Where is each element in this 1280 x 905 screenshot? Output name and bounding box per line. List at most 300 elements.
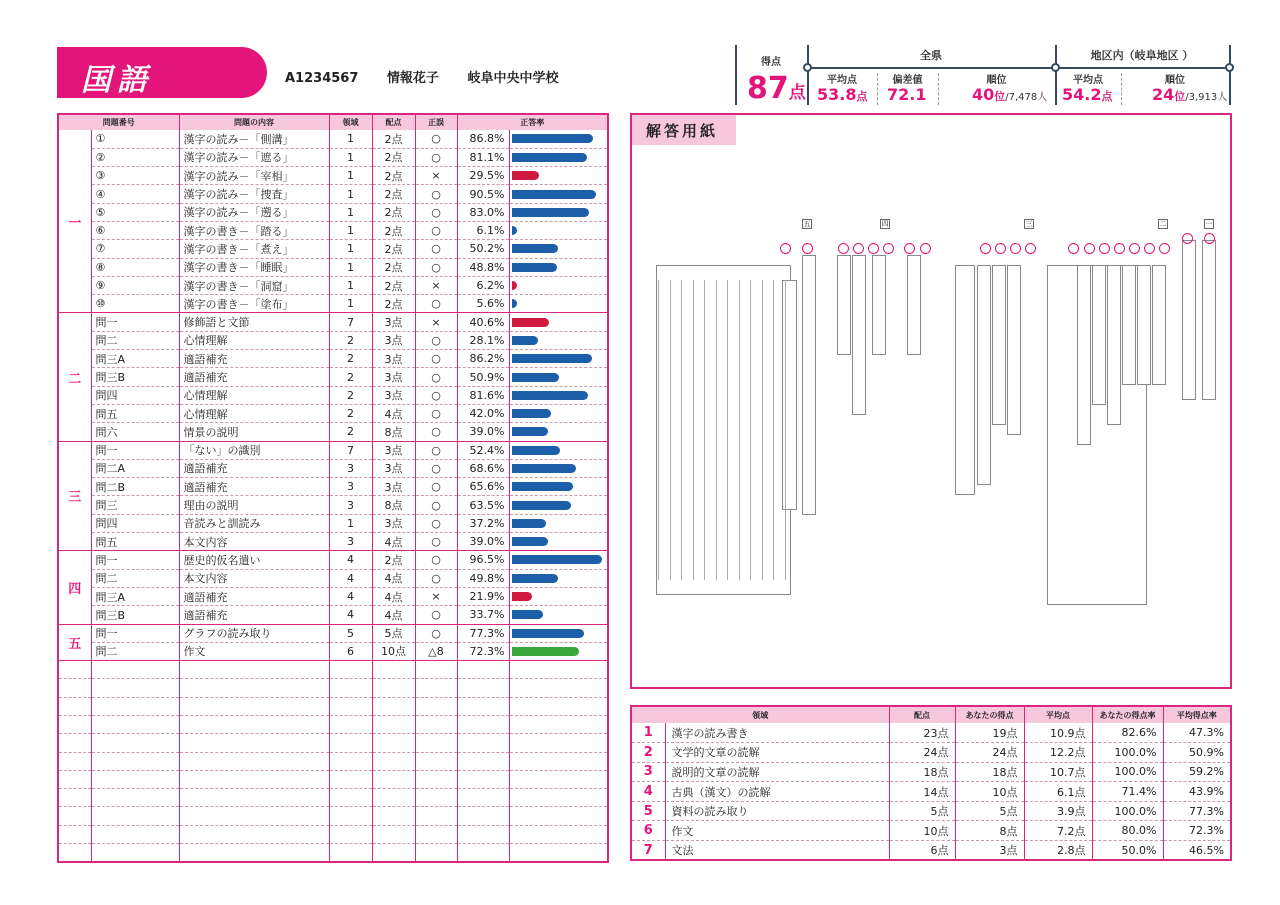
question-points: 10点 (372, 642, 415, 660)
question-number: 問四 (91, 514, 179, 532)
question-domain: 2 (329, 386, 372, 404)
domain-row (631, 743, 1231, 763)
domain-number: 1 (631, 723, 665, 743)
total-score: 87点 (747, 71, 806, 106)
question-domain: 3 (329, 478, 372, 496)
answer-box (1182, 240, 1196, 400)
domain-points: 6点 (889, 841, 955, 861)
dt-header-points: 配点 (889, 706, 955, 723)
question-domain: 6 (329, 642, 372, 660)
question-number: ① (91, 130, 179, 148)
domain-number: 6 (631, 821, 665, 841)
domain-name: 漢字の読み書き (665, 723, 889, 743)
question-content: 修飾語と文節 (179, 313, 329, 331)
question-rate: 29.5% (457, 167, 509, 185)
question-points: 4点 (372, 587, 415, 605)
mark-icon (853, 243, 864, 254)
grid-line (785, 280, 786, 580)
question-content: 漢字の読み－「捜査」 (179, 185, 329, 203)
student-id: A1234567 (285, 71, 359, 86)
table-row (58, 368, 608, 386)
question-result: ○ (415, 423, 457, 441)
question-result: ○ (415, 240, 457, 258)
question-result: ○ (415, 496, 457, 514)
question-number: 問二 (91, 331, 179, 349)
answer-sheet (630, 113, 1232, 689)
question-number: ③ (91, 167, 179, 185)
question-points: 4点 (372, 404, 415, 422)
table-row (58, 313, 608, 331)
table-row (58, 203, 608, 221)
your-rate: 50.0% (1092, 841, 1163, 861)
rate-bar-cell (509, 551, 608, 569)
answer-section-label: 五 (803, 220, 811, 228)
answer-box (955, 265, 975, 495)
question-rate: 37.2% (457, 514, 509, 532)
rate-bar (512, 629, 584, 638)
mark-icon (1144, 243, 1155, 254)
your-rate: 80.0% (1092, 821, 1163, 841)
question-result: ○ (415, 258, 457, 276)
question-content: 適語補充 (179, 606, 329, 624)
question-content: 心情理解 (179, 386, 329, 404)
grid-line (681, 280, 682, 580)
table-row (58, 441, 608, 459)
rate-bar-cell (509, 313, 608, 331)
question-domain: 1 (329, 167, 372, 185)
question-result: ○ (415, 203, 457, 221)
rate-bar-cell (509, 203, 608, 221)
rate-bar (512, 501, 571, 510)
pref-deviation: 72.1 (887, 85, 927, 104)
question-number: ⑦ (91, 240, 179, 258)
pref-label: 全県 (920, 49, 942, 62)
score-summary (735, 45, 1235, 107)
answer-box (872, 255, 886, 355)
question-rate: 83.0% (457, 203, 509, 221)
domain-points: 14点 (889, 782, 955, 802)
empty-row (58, 697, 608, 715)
domain-row (631, 841, 1231, 861)
col-header-rate: 正答率 (457, 114, 608, 130)
question-result: × (415, 167, 457, 185)
question-points: 2点 (372, 240, 415, 258)
rate-bar (512, 610, 544, 619)
question-rate: 52.4% (457, 441, 509, 459)
your-score: 24点 (955, 743, 1024, 763)
domain-table (630, 705, 1232, 861)
question-rate: 50.9% (457, 368, 509, 386)
pref-rank-label: 順位 (986, 75, 1007, 86)
grid-line (773, 280, 774, 580)
answer-box (977, 265, 991, 485)
question-rate: 50.2% (457, 240, 509, 258)
rate-bar (512, 336, 538, 345)
col-header-number: 問題番号 (58, 114, 179, 130)
dt-header-your-rate: あなたの得点率 (1092, 706, 1163, 723)
question-content: 漢字の書き－「塗布」 (179, 295, 329, 313)
domain-name: 文法 (665, 841, 889, 861)
table-row (58, 496, 608, 514)
question-result: ○ (415, 404, 457, 422)
table-row (58, 569, 608, 587)
question-points: 2点 (372, 167, 415, 185)
rate-bar-cell (509, 240, 608, 258)
rate-bar-cell (509, 459, 608, 477)
table-row (58, 642, 608, 660)
your-rate: 82.6% (1092, 723, 1163, 743)
your-score: 5点 (955, 801, 1024, 821)
question-number: 問四 (91, 386, 179, 404)
question-content: 漢字の書き－「踏る」 (179, 221, 329, 239)
dt-header-domain: 領域 (631, 706, 889, 723)
your-score: 3点 (955, 841, 1024, 861)
your-score: 10点 (955, 782, 1024, 802)
question-rate: 86.2% (457, 350, 509, 368)
rate-bar (512, 592, 532, 601)
question-number: ② (91, 148, 179, 166)
avg-rate: 47.3% (1163, 723, 1231, 743)
rate-bar (512, 281, 518, 290)
question-rate: 42.0% (457, 404, 509, 422)
question-number: ④ (91, 185, 179, 203)
answer-box (1152, 265, 1166, 385)
region-rank: 24位/3,913人 (1152, 85, 1228, 104)
domain-points: 18点 (889, 762, 955, 782)
your-rate: 100.0% (1092, 801, 1163, 821)
question-number: ⑤ (91, 203, 179, 221)
question-result: ○ (415, 533, 457, 551)
rate-bar-cell (509, 295, 608, 313)
question-result: ○ (415, 221, 457, 239)
subject-title: 国語 (57, 47, 267, 98)
question-content: 漢字の読み－「遡る」 (179, 203, 329, 221)
question-points: 3点 (372, 514, 415, 532)
question-domain: 4 (329, 606, 372, 624)
question-number: 問一 (91, 441, 179, 459)
question-number: ⑩ (91, 295, 179, 313)
table-row (58, 606, 608, 624)
pref-rank: 40位/7,478人 (972, 85, 1048, 104)
rate-bar-cell (509, 185, 608, 203)
your-rate: 71.4% (1092, 782, 1163, 802)
question-result: × (415, 313, 457, 331)
question-domain: 2 (329, 368, 372, 386)
question-domain: 1 (329, 203, 372, 221)
mark-icon (1099, 243, 1110, 254)
question-content: 適語補充 (179, 587, 329, 605)
question-rate: 86.8% (457, 130, 509, 148)
domain-row (631, 723, 1231, 743)
rate-bar (512, 299, 517, 308)
domain-name: 古典（漢文）の読解 (665, 782, 889, 802)
question-domain: 4 (329, 551, 372, 569)
domain-row (631, 782, 1231, 802)
avg-rate: 43.9% (1163, 782, 1231, 802)
question-points: 3点 (372, 459, 415, 477)
score-label: 得点 (761, 57, 781, 68)
rate-bar (512, 226, 518, 235)
domain-row (631, 821, 1231, 841)
question-result: ○ (415, 624, 457, 642)
domain-points: 5点 (889, 801, 955, 821)
question-points: 3点 (372, 478, 415, 496)
mark-icon (780, 243, 791, 254)
avg-rate: 46.5% (1163, 841, 1231, 861)
question-content: 歴史的仮名遣い (179, 551, 329, 569)
domain-number: 3 (631, 762, 665, 782)
empty-row (58, 661, 608, 679)
question-domain: 3 (329, 459, 372, 477)
rate-bar-cell (509, 423, 608, 441)
table-row (58, 533, 608, 551)
question-content: 情景の説明 (179, 423, 329, 441)
question-points: 3点 (372, 386, 415, 404)
question-number: 問三B (91, 606, 179, 624)
empty-row (58, 752, 608, 770)
question-domain: 7 (329, 313, 372, 331)
answer-box (1137, 265, 1151, 385)
domain-row (631, 762, 1231, 782)
question-rate: 90.5% (457, 185, 509, 203)
pref-dev-label: 偏差値 (892, 75, 923, 86)
student-info (285, 67, 572, 86)
dt-header-avg: 平均点 (1024, 706, 1092, 723)
answer-box (852, 255, 866, 415)
rate-bar-cell (509, 569, 608, 587)
question-content: 本文内容 (179, 533, 329, 551)
section-label: 五 (58, 624, 91, 661)
answer-box (837, 255, 851, 355)
answer-box (802, 255, 816, 515)
rate-bar (512, 427, 548, 436)
table-row (58, 350, 608, 368)
col-header-content: 問題の内容 (179, 114, 329, 130)
mark-icon (1159, 243, 1170, 254)
domain-number: 2 (631, 743, 665, 763)
question-domain: 4 (329, 587, 372, 605)
question-points: 4点 (372, 569, 415, 587)
question-domain: 1 (329, 148, 372, 166)
question-number: 問三 (91, 496, 179, 514)
grid-line (739, 280, 740, 580)
domain-points: 24点 (889, 743, 955, 763)
question-rate: 6.2% (457, 276, 509, 294)
region-label: 地区内（岐阜地区 ） (1090, 49, 1194, 62)
domain-points: 23点 (889, 723, 955, 743)
rate-bar-cell (509, 642, 608, 660)
domain-number: 4 (631, 782, 665, 802)
rate-bar-cell (509, 404, 608, 422)
region-avg-label: 平均点 (1073, 75, 1103, 86)
question-rate: 28.1% (457, 331, 509, 349)
question-points: 2点 (372, 221, 415, 239)
question-result: ○ (415, 386, 457, 404)
question-rate: 77.3% (457, 624, 509, 642)
question-points: 3点 (372, 331, 415, 349)
question-content: 音読みと訓読み (179, 514, 329, 532)
answer-section-label: 三 (1025, 220, 1033, 228)
grid-line (762, 280, 763, 580)
question-content: 作文 (179, 642, 329, 660)
question-number: 問二 (91, 569, 179, 587)
question-number: 問六 (91, 423, 179, 441)
question-content: 適語補充 (179, 478, 329, 496)
mark-icon (1182, 233, 1193, 244)
table-row (58, 404, 608, 422)
rate-bar-cell (509, 221, 608, 239)
question-points: 3点 (372, 350, 415, 368)
table-row (58, 459, 608, 477)
question-content: 適語補充 (179, 368, 329, 386)
rate-bar-cell (509, 606, 608, 624)
domain-points: 10点 (889, 821, 955, 841)
avg-score: 2.8点 (1024, 841, 1092, 861)
question-points: 2点 (372, 148, 415, 166)
mark-icon (868, 243, 879, 254)
grid-line (670, 280, 671, 580)
question-result: ○ (415, 130, 457, 148)
table-row (58, 258, 608, 276)
rate-bar (512, 244, 559, 253)
rate-bar (512, 519, 547, 528)
rate-bar (512, 464, 576, 473)
question-result: ○ (415, 148, 457, 166)
question-points: 3点 (372, 368, 415, 386)
mark-icon (1068, 243, 1079, 254)
table-row (58, 276, 608, 294)
rate-bar-cell (509, 276, 608, 294)
table-row (58, 295, 608, 313)
avg-rate: 59.2% (1163, 762, 1231, 782)
rate-bar (512, 647, 580, 656)
grid-line (716, 280, 717, 580)
your-score: 8点 (955, 821, 1024, 841)
question-number: 問一 (91, 313, 179, 331)
question-points: 2点 (372, 276, 415, 294)
section-label: 一 (58, 130, 91, 313)
rate-bar-cell (509, 441, 608, 459)
rate-bar (512, 555, 602, 564)
table-row (58, 221, 608, 239)
avg-score: 6.1点 (1024, 782, 1092, 802)
empty-row (58, 844, 608, 862)
question-rate: 39.0% (457, 423, 509, 441)
question-points: 2点 (372, 258, 415, 276)
rate-bar-cell (509, 496, 608, 514)
question-domain: 5 (329, 624, 372, 642)
question-result: × (415, 587, 457, 605)
question-result: ○ (415, 441, 457, 459)
question-result: ○ (415, 368, 457, 386)
rate-bar (512, 537, 548, 546)
rate-bar-cell (509, 587, 608, 605)
domain-name: 作文 (665, 821, 889, 841)
question-rate: 39.0% (457, 533, 509, 551)
region-avg: 54.2点 (1062, 85, 1113, 104)
question-number: 問一 (91, 551, 179, 569)
answer-sheet-title: 解答用紙 (632, 115, 736, 145)
grid-line (750, 280, 751, 580)
question-content: 漢字の読み－「宰相」 (179, 167, 329, 185)
table-row (58, 624, 608, 642)
grid-line (727, 280, 728, 580)
answer-box (656, 265, 791, 595)
question-domain: 1 (329, 295, 372, 313)
rate-bar (512, 208, 590, 217)
empty-row (58, 679, 608, 697)
table-row (58, 185, 608, 203)
question-rate: 63.5% (457, 496, 509, 514)
rate-bar-cell (509, 624, 608, 642)
question-result: ○ (415, 606, 457, 624)
question-points: 2点 (372, 295, 415, 313)
question-domain: 1 (329, 130, 372, 148)
question-result: × (415, 276, 457, 294)
question-number: ⑧ (91, 258, 179, 276)
question-points: 2点 (372, 203, 415, 221)
question-number: 問二A (91, 459, 179, 477)
mark-icon (838, 243, 849, 254)
question-points: 3点 (372, 313, 415, 331)
rate-bar (512, 409, 551, 418)
question-rate: 40.6% (457, 313, 509, 331)
domain-number: 5 (631, 801, 665, 821)
section-label: 二 (58, 313, 91, 441)
question-content: 本文内容 (179, 569, 329, 587)
avg-score: 7.2点 (1024, 821, 1092, 841)
mark-icon (802, 243, 813, 254)
rate-bar-cell (509, 514, 608, 532)
question-content: 「ない」の識別 (179, 441, 329, 459)
avg-score: 10.9点 (1024, 723, 1092, 743)
pref-avg: 53.8点 (817, 85, 868, 104)
empty-row (58, 825, 608, 843)
question-result: ○ (415, 350, 457, 368)
question-rate: 68.6% (457, 459, 509, 477)
question-rate: 5.6% (457, 295, 509, 313)
avg-rate: 50.9% (1163, 743, 1231, 763)
rate-bar (512, 318, 550, 327)
question-domain: 1 (329, 258, 372, 276)
empty-row (58, 716, 608, 734)
rate-bar (512, 373, 560, 382)
question-content: 適語補充 (179, 350, 329, 368)
table-row (58, 130, 608, 148)
question-number: 問五 (91, 533, 179, 551)
question-points: 4点 (372, 606, 415, 624)
table-row (58, 551, 608, 569)
domain-name: 資料の読み取り (665, 801, 889, 821)
mark-icon (980, 243, 991, 254)
grid-line (658, 280, 659, 580)
mark-icon (883, 243, 894, 254)
answer-section-label: 二 (1159, 220, 1167, 228)
rate-bar (512, 171, 540, 180)
question-result: ○ (415, 185, 457, 203)
pref-avg-label: 平均点 (827, 75, 857, 86)
answer-section-label: 四 (881, 220, 889, 228)
table-row (58, 167, 608, 185)
rate-bar-cell (509, 478, 608, 496)
rate-bar-cell (509, 167, 608, 185)
question-rate: 81.6% (457, 386, 509, 404)
question-result: ○ (415, 331, 457, 349)
table-row (58, 423, 608, 441)
table-row (58, 331, 608, 349)
question-number: 問五 (91, 404, 179, 422)
question-points: 3点 (372, 441, 415, 459)
